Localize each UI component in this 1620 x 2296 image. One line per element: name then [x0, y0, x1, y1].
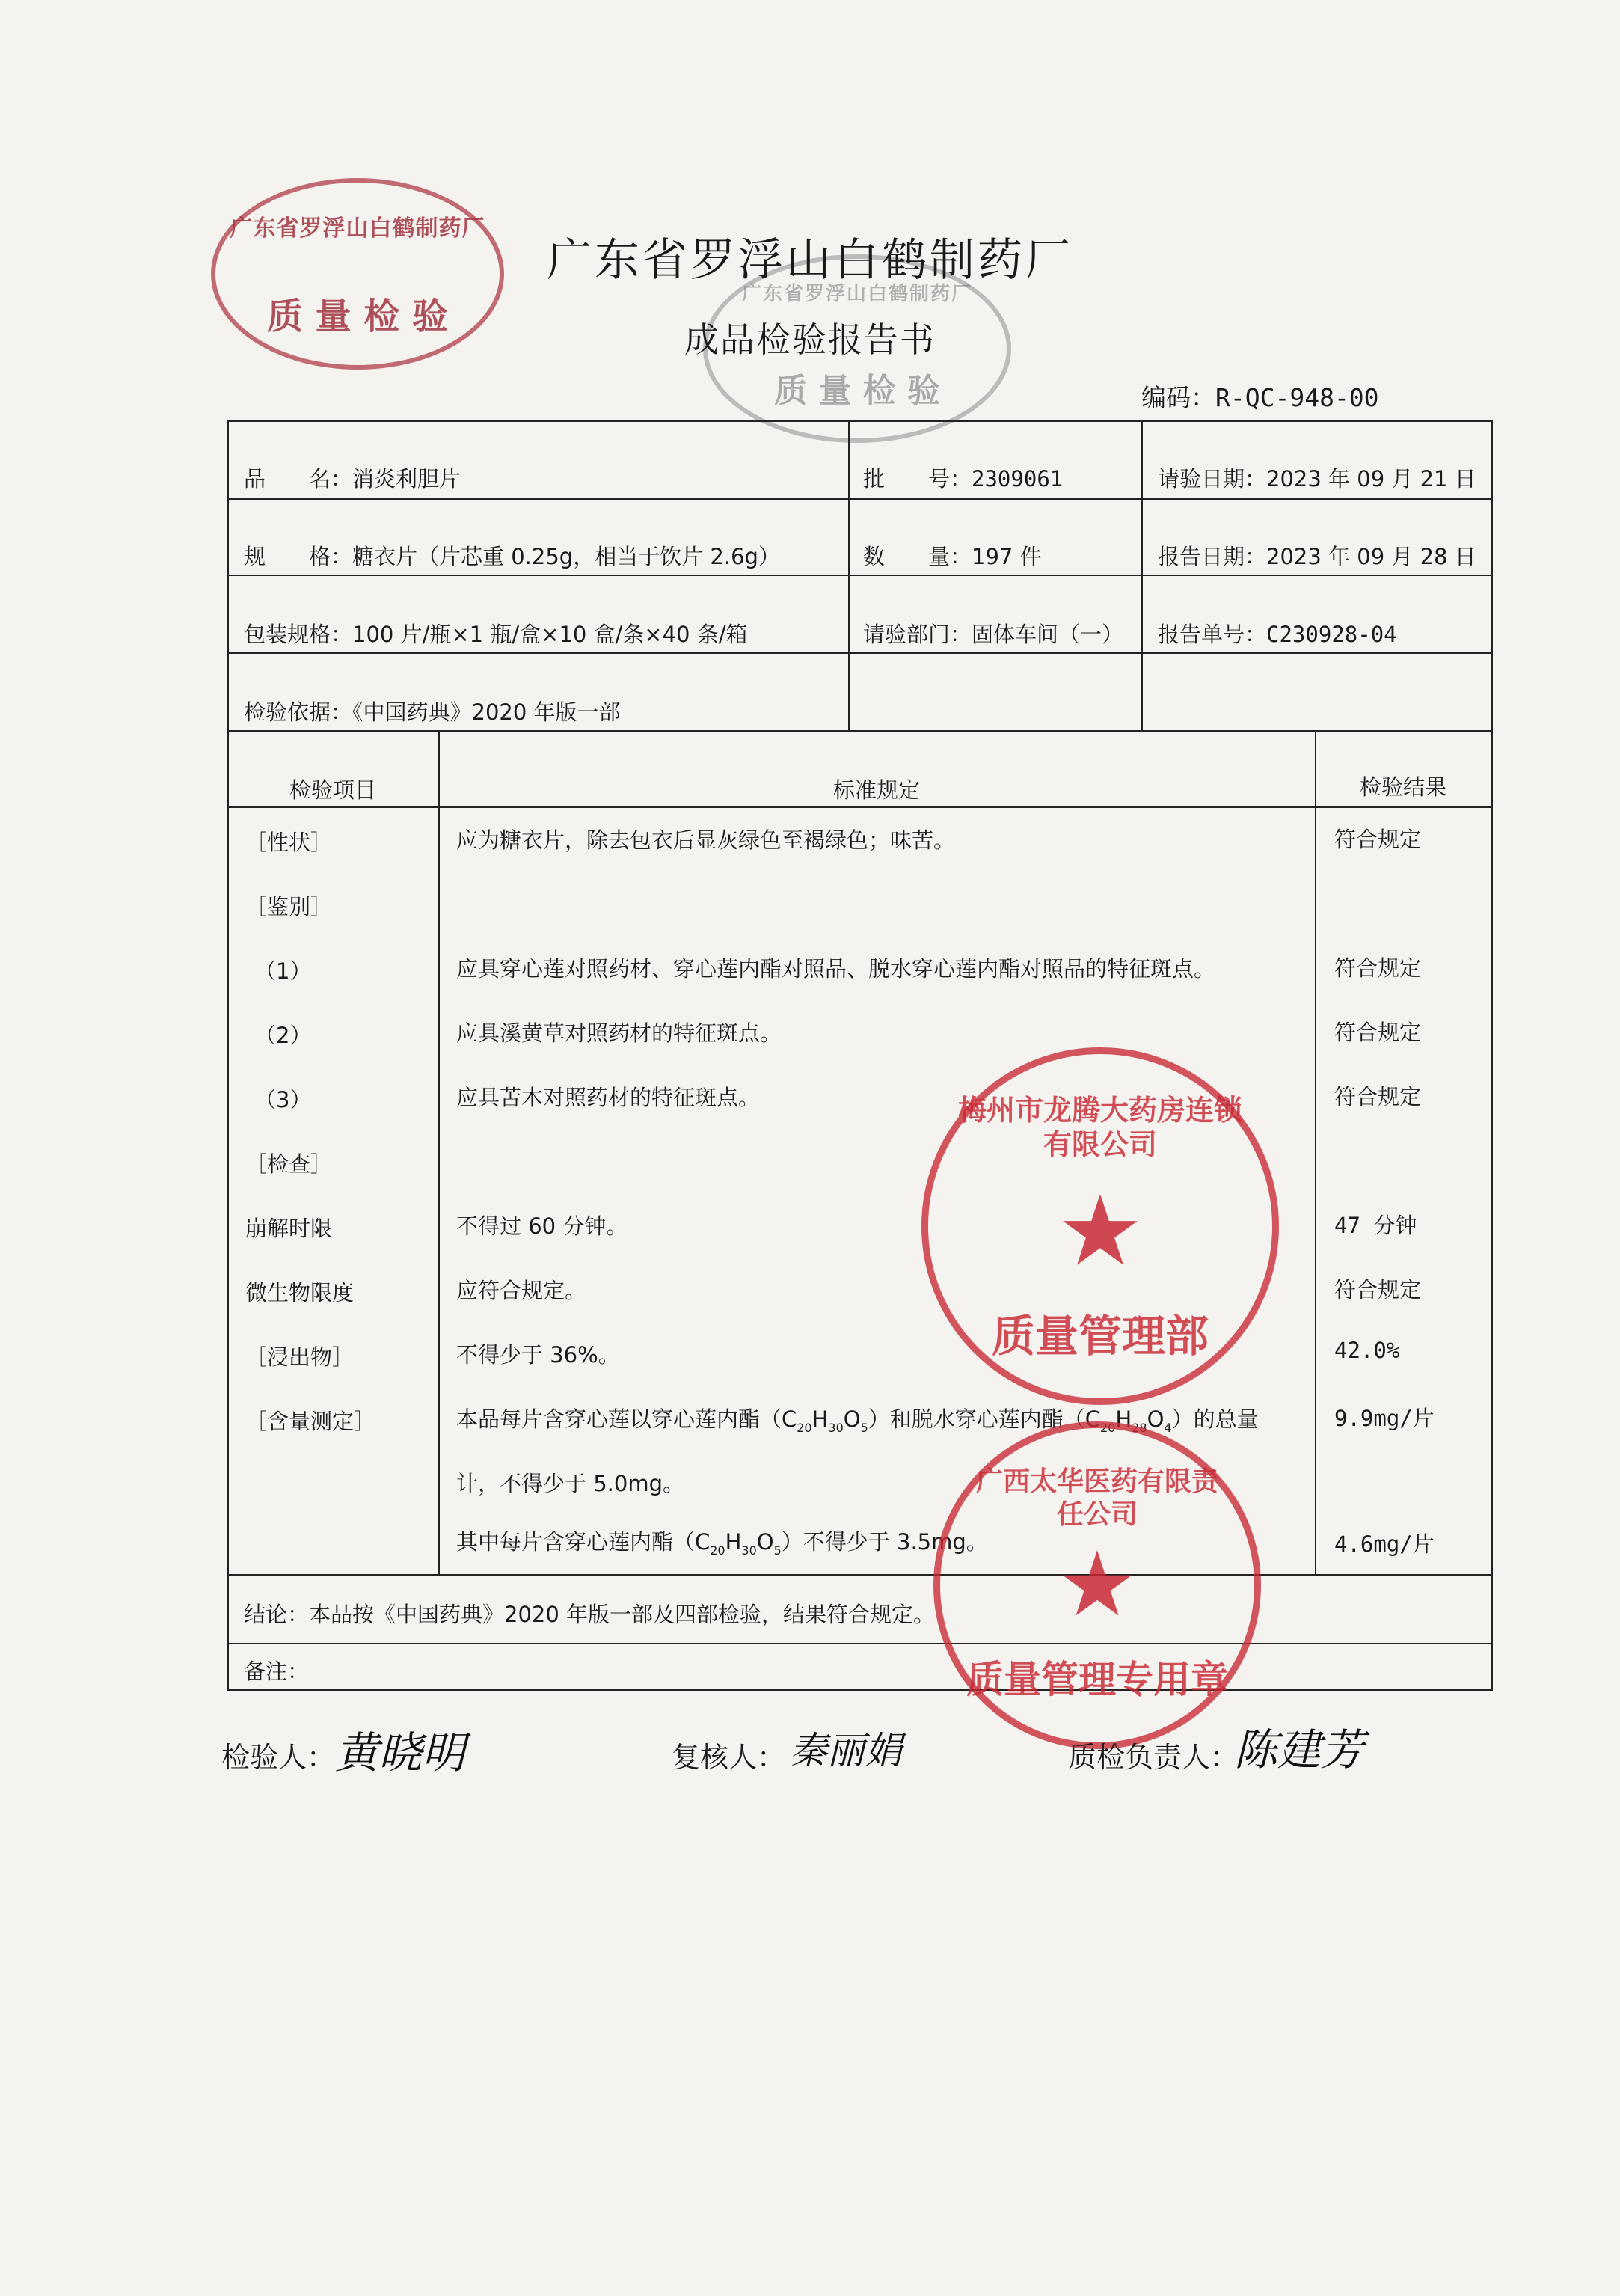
qc-manager-signature: 陈建芳 — [1234, 1724, 1365, 1775]
red-company-stamp-guangxi: 广西太华医药有限责任公司 ★ 质量管理专用章 — [933, 1421, 1261, 1749]
request-department: 请验部门：固体车间（一） — [863, 622, 1124, 647]
request-date: 请验日期：2023 年 09 月 21 日 — [1158, 466, 1476, 492]
report-title: 成品检验报告书 — [684, 319, 936, 360]
gray-quality-stamp: 广东省罗浮山白鹤制药厂 质 量 检 验 — [703, 254, 1011, 443]
header-standard: 标准规定 — [832, 777, 920, 803]
report-date: 报告日期：2023 年 09 月 28 日 — [1158, 544, 1476, 569]
qc-manager-label: 质检负责人： — [1068, 1741, 1239, 1774]
inspector-label: 检验人： — [221, 1741, 336, 1774]
star-icon: ★ — [1056, 1174, 1144, 1288]
reviewer-signature: 秦丽娟 — [790, 1729, 902, 1772]
company-name: 广东省罗浮山白鹤制药厂 — [547, 234, 1073, 287]
document-code: 编码：R-QC-948-00 — [1141, 383, 1379, 412]
batch-number: 批 号：2309061 — [863, 466, 1064, 492]
report-number: 报告单号：C230928-04 — [1158, 622, 1397, 647]
test-basis: 检验依据：《中国药典》2020 年版一部 — [244, 699, 621, 725]
header-item: 检验项目 — [289, 777, 376, 803]
product-name: 品 名：消炎利胆片 — [244, 466, 461, 492]
header-result: 检验结果 — [1359, 774, 1446, 800]
star-icon: ★ — [1057, 1533, 1138, 1637]
specification: 规 格：糖衣片（片芯重 0.25g，相当于饮片 2.6g） — [244, 544, 780, 569]
conclusion: 结论：本品按《中国药典》2020 年版一部及四部检验，结果符合规定。 — [244, 1602, 936, 1627]
quantity: 数 量：197 件 — [863, 544, 1042, 569]
package-spec: 包装规格：100 片/瓶×1 瓶/盒×10 盒/条×40 条/箱 — [244, 622, 748, 647]
red-quality-stamp: 广东省罗浮山白鹤制药厂 质 量 检 验 — [211, 178, 504, 370]
reviewer-label: 复核人： — [672, 1741, 786, 1774]
remark: 备注： — [244, 1659, 310, 1684]
red-company-stamp-meizhou: 梅州市龙腾大药房连锁有限公司 ★ 质量管理部 — [921, 1047, 1279, 1405]
inspector-signature: 黄晓明 — [335, 1727, 466, 1778]
